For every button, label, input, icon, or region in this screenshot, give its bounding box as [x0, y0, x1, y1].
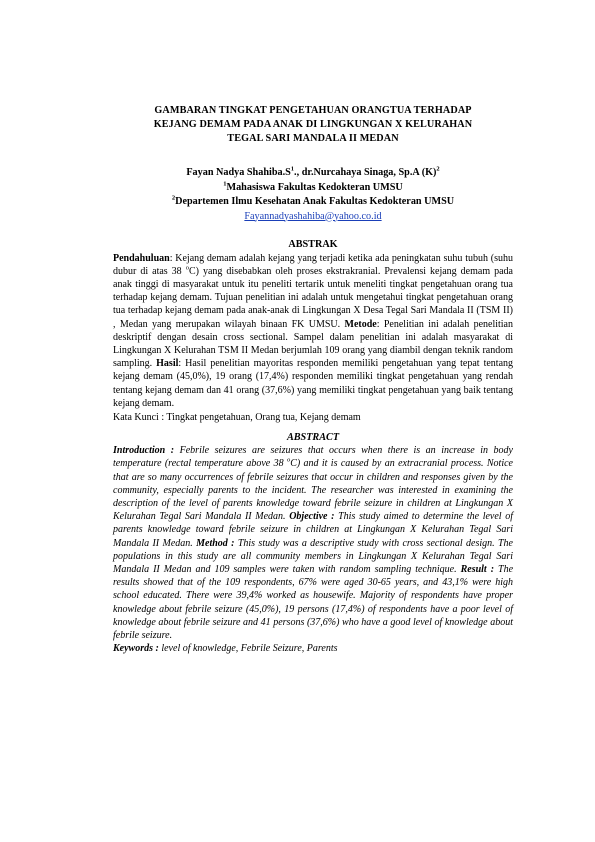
affiliation-2: $^2$Departemen Ilmu Kesehatan Anak Fakultas Kedokteran UMSU	[171, 194, 455, 207]
kata-kunci: Kata Kunci : Tingkat pengetahuan, Orang tua, Kejang demam	[113, 411, 361, 423]
result-label: Result :	[460, 563, 495, 575]
abstract-heading: ABSTRACT	[286, 432, 340, 444]
keywords: Keywords : level of knowledge, Febrile Seizure, Parents	[113, 643, 338, 655]
pendahuluan-label: Pendahuluan	[113, 252, 170, 264]
affiliation-1: $^1$Mahasiswa Fakultas Kedokteran UMSU	[223, 180, 403, 193]
hasil-label: Hasil	[156, 358, 179, 370]
paper-title	[113, 104, 513, 146]
title-line: GAMBARAN TINGKAT PENGETAHUAN ORANGTUA TERHADAP	[154, 105, 472, 116]
title-line: KEJANG DEMAM PADA ANAK DI LINGKUNGAN X KELURAHAN	[153, 119, 473, 130]
abstrak-body: Pendahuluan: Kejang demam adalah kejang yang terjadi ketika ada peningkatan suhu tubuh (suhu dubur di atas 38 $^o$C) yang disebabkan oleh proses ekstrakranial. Prevalensi kejang demam pada anak tinggi di masyarakat untuk itu peneliti tertarik untuk meneliti tingkat pengetahuan orang tua terhadap kejang demam. Tujuan penelitian ini adalah untuk mengetahui tingkat pengetahuan orang tua terhadap kejang demam pada anak-anak di Lingkungan X Desa Tegal Sari Mandala II (TSM II) , Medan yang merupakan wilayah binaan FK UMSU. Metode: Penelitian ini adalah penelitian deskriptif dengan desain cross sectional. Sampel dalam penelitian ini adalah masyarakat di Lingkungan X Kelurahan TSM II Medan berjumlah 109 orang yang diambil dengan teknik random sampling. Hasil: Hasil penelitian mayoritas responden memiliki pengetahuan yang tepat tentang kejang demam (45,0%), 19 orang (17,4%) responden memiliki tingkat pengetahuan yang rendah tentang kejang demam dan 41 orang (37,6%) yang memiliki tingkat pengetahuan yang baik tentang kejang demam.	[113, 252, 514, 409]
title-line: TEGAL SARI MANDALA II MEDAN	[227, 133, 399, 144]
introduction-label: Introduction :	[113, 445, 175, 457]
abstrak-heading: ABSTRAK	[288, 238, 338, 250]
keywords-label: Keywords :	[113, 643, 159, 655]
author-names: Fayan Nadya $Shahiba.S^1$., dr.Nurcahaya Sinaga, Sp.A $(K)^2$	[186, 165, 440, 178]
author-block	[113, 166, 513, 210]
paper-page	[113, 104, 513, 655]
metode-label: Metode	[344, 318, 377, 330]
abstract-body: Introduction : Febrile seizures are seizures that occurs when there is an increase in body temperature (rectal temperature above 38 $^o$C) and it is caused by an extracranial process. Notice that are so many occurrences of febrile seizures that occur in children and responses given by the community, especially parents to the incident. The researcher was interested in examining the description of the level of parents knowledge toward febrile seizure in children at Lingkungan X Kelurahan Tegal Sari Mandala II Medan. Objective : This study aimed to determine the level of parents knowledge toward febrile seizure in children at Lingkungan X Kelurahan Tegal Sari Mandala II Medan. Method : This study was a descriptive study with cross sectional design. The populations in this study are all community members in Lingkungan X Kelurahan Tegal Sari Mandala II Medan and 109 samples were taken with random sampling technique. Result : The results showed that of the 109 respondents, 67% were aged 30-65 years, and 43,1% were high school educated. There were 39,4% worked as housewife. Majority of respondents have proper knowledge about febrile seizure (45,0%), 19 persons (17,4%) of respondents have a poor level of knowledge about febrile seizure and 41 persons (37,6%) who have a good level of knowledge about febrile seizure.	[113, 445, 514, 641]
author-email-link[interactable]: Fayannadyashahiba@yahoo.co.id	[244, 210, 382, 222]
objective-label: Objective :	[289, 511, 335, 523]
method-label: Method :	[196, 537, 235, 549]
